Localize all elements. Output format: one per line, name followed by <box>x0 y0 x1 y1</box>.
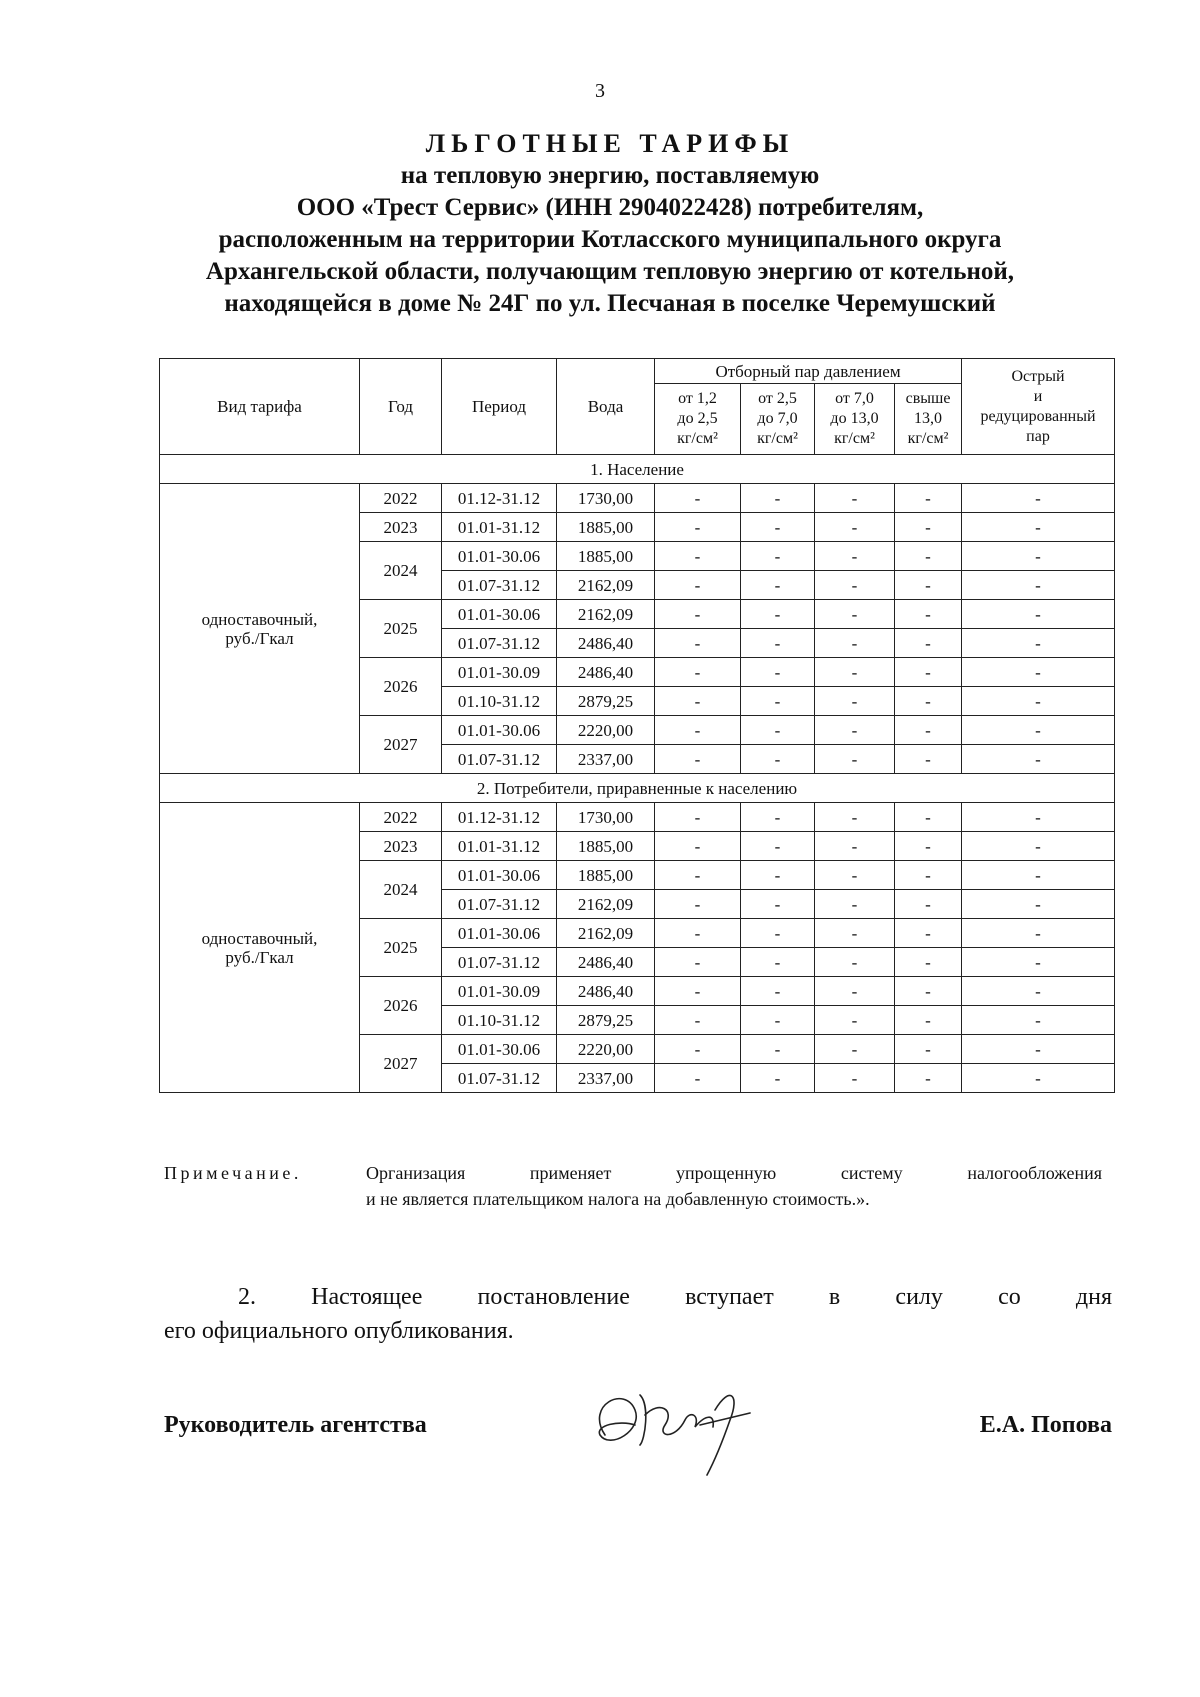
steam-tariff-cell: - <box>741 658 815 687</box>
water-tariff-cell: 2220,00 <box>557 1035 655 1064</box>
year-cell: 2026 <box>360 658 442 716</box>
year-cell: 2023 <box>360 513 442 542</box>
tariff-type-line: одноставочный, <box>201 609 318 629</box>
period-cell: 01.01-31.12 <box>442 832 557 861</box>
steam-tariff-cell: - <box>962 803 1115 832</box>
steam-tariff-cell: - <box>815 919 895 948</box>
steam-tariff-cell: - <box>815 571 895 600</box>
clause-line-1: 2. Настоящее постановление вступает в силу со дня <box>238 1284 1112 1310</box>
tariff-table <box>159 358 1115 1093</box>
water-tariff-cell: 1730,00 <box>557 484 655 513</box>
clause-line-2: его официального опубликования. <box>164 1318 514 1344</box>
year-cell: 2025 <box>360 600 442 658</box>
steam-tariff-cell: - <box>962 1064 1115 1093</box>
steam-tariff-cell: - <box>655 919 741 948</box>
steam-tariff-cell: - <box>655 716 741 745</box>
year-cell: 2025 <box>360 919 442 977</box>
period-cell: 01.07-31.12 <box>442 890 557 919</box>
water-tariff-cell: 1885,00 <box>557 861 655 890</box>
steam-tariff-cell: - <box>962 658 1115 687</box>
steam-tariff-cell: - <box>895 542 962 571</box>
steam-tariff-cell: - <box>655 977 741 1006</box>
header-period: Период <box>442 359 557 455</box>
steam-tariff-cell: - <box>895 600 962 629</box>
section-title: 1. Население <box>160 455 1115 484</box>
year-cell: 2024 <box>360 542 442 600</box>
steam-tariff-cell: - <box>741 716 815 745</box>
steam-tariff-cell: - <box>815 977 895 1006</box>
steam-tariff-cell: - <box>962 977 1115 1006</box>
steam-tariff-cell: - <box>815 832 895 861</box>
steam-tariff-cell: - <box>962 1035 1115 1064</box>
note-text-line-1: Организация применяет упрощенную систему налогообложения <box>366 1163 1102 1183</box>
period-cell: 01.07-31.12 <box>442 745 557 774</box>
year-cell: 2023 <box>360 832 442 861</box>
period-cell: 01.01-30.06 <box>442 1035 557 1064</box>
tariff-type-line: руб./Гкал <box>225 947 294 967</box>
steam-tariff-cell: - <box>655 803 741 832</box>
header-steam-line: от 7,0 <box>835 390 874 407</box>
title-line-2: на тепловую энергию, поставляемую <box>400 162 820 189</box>
steam-tariff-cell: - <box>741 803 815 832</box>
steam-tariff-cell: - <box>895 513 962 542</box>
steam-tariff-cell: - <box>741 542 815 571</box>
year-cell: 2026 <box>360 977 442 1035</box>
steam-tariff-cell: - <box>815 600 895 629</box>
header-sharp-line: редуцированный <box>980 407 1096 425</box>
tariff-table-body <box>160 455 1115 1093</box>
year-cell: 2024 <box>360 861 442 919</box>
steam-tariff-cell: - <box>962 919 1115 948</box>
water-tariff-cell: 2162,09 <box>557 890 655 919</box>
steam-tariff-cell: - <box>815 745 895 774</box>
water-tariff-cell: 2162,09 <box>557 571 655 600</box>
note-label: Примечание. <box>164 1163 302 1183</box>
steam-tariff-cell: - <box>962 890 1115 919</box>
steam-tariff-cell: - <box>815 542 895 571</box>
water-tariff-cell: 2220,00 <box>557 716 655 745</box>
steam-tariff-cell: - <box>655 484 741 513</box>
steam-tariff-cell: - <box>962 600 1115 629</box>
period-cell: 01.07-31.12 <box>442 948 557 977</box>
header-steam-line: свыше <box>905 390 951 407</box>
header-steam-line: от 2,5 <box>758 390 797 407</box>
period-cell: 01.10-31.12 <box>442 687 557 716</box>
steam-tariff-cell: - <box>741 919 815 948</box>
document-title <box>110 128 1110 320</box>
tariff-type-cell <box>160 803 360 1093</box>
period-cell: 01.01-30.06 <box>442 600 557 629</box>
water-tariff-cell: 1885,00 <box>557 513 655 542</box>
clause-2 <box>164 1280 1112 1348</box>
period-cell: 01.01-30.06 <box>442 716 557 745</box>
steam-tariff-cell: - <box>741 1006 815 1035</box>
steam-tariff-cell: - <box>815 513 895 542</box>
steam-tariff-cell: - <box>741 948 815 977</box>
year-cell: 2027 <box>360 716 442 774</box>
period-cell: 01.07-31.12 <box>442 1064 557 1093</box>
steam-tariff-cell: - <box>895 919 962 948</box>
steam-tariff-cell: - <box>962 513 1115 542</box>
period-cell: 01.01-30.09 <box>442 658 557 687</box>
steam-tariff-cell: - <box>962 832 1115 861</box>
period-cell: 01.12-31.12 <box>442 484 557 513</box>
header-tariff-type: Вид тарифа <box>160 359 360 455</box>
title-line-5: Архангельской области, получающим тепловую энергию от котельной, <box>205 258 1015 285</box>
steam-tariff-cell: - <box>655 1035 741 1064</box>
steam-tariff-cell: - <box>815 803 895 832</box>
steam-tariff-cell: - <box>895 861 962 890</box>
steam-tariff-cell: - <box>655 890 741 919</box>
period-cell: 01.07-31.12 <box>442 629 557 658</box>
steam-tariff-cell: - <box>741 629 815 658</box>
steam-tariff-cell: - <box>741 832 815 861</box>
steam-tariff-cell: - <box>962 687 1115 716</box>
water-tariff-cell: 2879,25 <box>557 687 655 716</box>
header-sharp-line: Острый <box>1011 367 1065 385</box>
header-steam-line: от 1,2 <box>678 390 717 407</box>
steam-tariff-cell: - <box>741 890 815 919</box>
header-steam-line: до 13,0 <box>830 410 879 427</box>
steam-tariff-cell: - <box>741 1035 815 1064</box>
steam-tariff-cell: - <box>895 687 962 716</box>
water-tariff-cell: 2162,09 <box>557 600 655 629</box>
steam-tariff-cell: - <box>655 1006 741 1035</box>
steam-tariff-cell: - <box>815 1006 895 1035</box>
steam-tariff-cell: - <box>741 513 815 542</box>
year-cell: 2027 <box>360 1035 442 1093</box>
steam-tariff-cell: - <box>815 687 895 716</box>
period-cell: 01.01-30.06 <box>442 542 557 571</box>
period-cell: 01.01-31.12 <box>442 513 557 542</box>
steam-tariff-cell: - <box>655 687 741 716</box>
steam-tariff-cell: - <box>741 745 815 774</box>
steam-tariff-cell: - <box>895 948 962 977</box>
steam-tariff-cell: - <box>895 1035 962 1064</box>
steam-tariff-cell: - <box>962 745 1115 774</box>
header-water: Вода <box>557 359 655 455</box>
water-tariff-cell: 1730,00 <box>557 803 655 832</box>
water-tariff-cell: 1885,00 <box>557 832 655 861</box>
header-steam-4 <box>895 384 962 455</box>
steam-tariff-cell: - <box>655 513 741 542</box>
steam-tariff-cell: - <box>655 832 741 861</box>
steam-tariff-cell: - <box>655 861 741 890</box>
header-steam-line: кг/см² <box>677 430 718 447</box>
page-number: 3 <box>595 80 605 102</box>
steam-tariff-cell: - <box>655 629 741 658</box>
title-line-6: находящейся в доме № 24Г по ул. Песчаная в поселке Черемушский <box>224 290 996 317</box>
steam-tariff-cell: - <box>895 745 962 774</box>
steam-tariff-cell: - <box>655 745 741 774</box>
tariff-type-cell <box>160 484 360 774</box>
table-row <box>160 803 1115 832</box>
steam-tariff-cell: - <box>962 484 1115 513</box>
water-tariff-cell: 2486,40 <box>557 948 655 977</box>
steam-tariff-cell: - <box>741 1064 815 1093</box>
steam-tariff-cell: - <box>655 571 741 600</box>
tariff-type-line: одноставочный, <box>201 928 318 948</box>
steam-tariff-cell: - <box>655 600 741 629</box>
steam-tariff-cell: - <box>815 948 895 977</box>
steam-tariff-cell: - <box>895 890 962 919</box>
steam-tariff-cell: - <box>741 977 815 1006</box>
steam-tariff-cell: - <box>895 716 962 745</box>
title-line-1: ЛЬГОТНЫЕ ТАРИФЫ <box>425 129 795 158</box>
header-steam-3 <box>815 384 895 455</box>
period-cell: 01.12-31.12 <box>442 803 557 832</box>
steam-tariff-cell: - <box>962 542 1115 571</box>
steam-tariff-cell: - <box>815 890 895 919</box>
handwritten-signature <box>565 1365 785 1485</box>
steam-tariff-cell: - <box>655 948 741 977</box>
steam-tariff-cell: - <box>655 658 741 687</box>
steam-tariff-cell: - <box>962 716 1115 745</box>
water-tariff-cell: 2486,40 <box>557 629 655 658</box>
header-steam-line: до 7,0 <box>757 410 798 427</box>
header-steam-2 <box>741 384 815 455</box>
water-tariff-cell: 2162,09 <box>557 919 655 948</box>
period-cell: 01.10-31.12 <box>442 1006 557 1035</box>
steam-tariff-cell: - <box>741 861 815 890</box>
steam-tariff-cell: - <box>815 861 895 890</box>
note-text-line-2: и не является плательщиком налога на добавленную стоимость.». <box>366 1189 870 1209</box>
header-steam-1 <box>655 384 741 455</box>
water-tariff-cell: 1885,00 <box>557 542 655 571</box>
water-tariff-cell: 2337,00 <box>557 1064 655 1093</box>
tariff-type-line: руб./Гкал <box>225 628 294 648</box>
steam-tariff-cell: - <box>895 832 962 861</box>
steam-tariff-cell: - <box>895 484 962 513</box>
steam-tariff-cell: - <box>815 629 895 658</box>
steam-tariff-cell: - <box>655 542 741 571</box>
header-steam-line: 13,0 <box>914 410 942 427</box>
title-line-4: расположенным на территории Котласского муниципального округа <box>218 226 1002 253</box>
steam-tariff-cell: - <box>962 571 1115 600</box>
steam-tariff-cell: - <box>895 803 962 832</box>
title-line-3: ООО «Трест Сервис» (ИНН 2904022428) потребителям, <box>296 194 924 221</box>
steam-tariff-cell: - <box>962 629 1115 658</box>
steam-tariff-cell: - <box>895 1064 962 1093</box>
steam-tariff-cell: - <box>741 600 815 629</box>
steam-tariff-cell: - <box>962 948 1115 977</box>
signatory-title: Руководитель агентства <box>164 1412 427 1438</box>
steam-tariff-cell: - <box>895 658 962 687</box>
header-steam-line: кг/см² <box>834 430 875 447</box>
header-steam-line: до 2,5 <box>677 410 718 427</box>
steam-tariff-cell: - <box>815 484 895 513</box>
steam-tariff-cell: - <box>895 629 962 658</box>
steam-tariff-cell: - <box>815 716 895 745</box>
steam-tariff-cell: - <box>815 1035 895 1064</box>
steam-tariff-cell: - <box>895 571 962 600</box>
water-tariff-cell: 2486,40 <box>557 977 655 1006</box>
steam-tariff-cell: - <box>741 687 815 716</box>
signatory-name: Е.А. Попова <box>979 1412 1112 1438</box>
year-cell: 2022 <box>360 484 442 513</box>
water-tariff-cell: 2879,25 <box>557 1006 655 1035</box>
steam-tariff-cell: - <box>895 977 962 1006</box>
water-tariff-cell: 2486,40 <box>557 658 655 687</box>
period-cell: 01.01-30.06 <box>442 919 557 948</box>
period-cell: 01.07-31.12 <box>442 571 557 600</box>
steam-tariff-cell: - <box>815 658 895 687</box>
section-title: 2. Потребители, приравненные к населению <box>160 774 1115 803</box>
table-row <box>160 484 1115 513</box>
header-sharp-line: пар <box>1026 427 1050 445</box>
steam-tariff-cell: - <box>741 484 815 513</box>
steam-tariff-cell: - <box>815 1064 895 1093</box>
steam-tariff-cell: - <box>655 1064 741 1093</box>
header-sharp-steam <box>962 359 1115 455</box>
year-cell: 2022 <box>360 803 442 832</box>
header-steam-group: Отборный пар давлением <box>655 359 962 384</box>
header-steam-line: кг/см² <box>907 430 949 447</box>
water-tariff-cell: 2337,00 <box>557 745 655 774</box>
steam-tariff-cell: - <box>895 1006 962 1035</box>
steam-tariff-cell: - <box>741 571 815 600</box>
period-cell: 01.01-30.06 <box>442 861 557 890</box>
header-year: Год <box>360 359 442 455</box>
steam-tariff-cell: - <box>962 861 1115 890</box>
header-sharp-line: и <box>1033 387 1043 405</box>
period-cell: 01.01-30.09 <box>442 977 557 1006</box>
header-steam-line: кг/см² <box>757 430 798 447</box>
steam-tariff-cell: - <box>962 1006 1115 1035</box>
